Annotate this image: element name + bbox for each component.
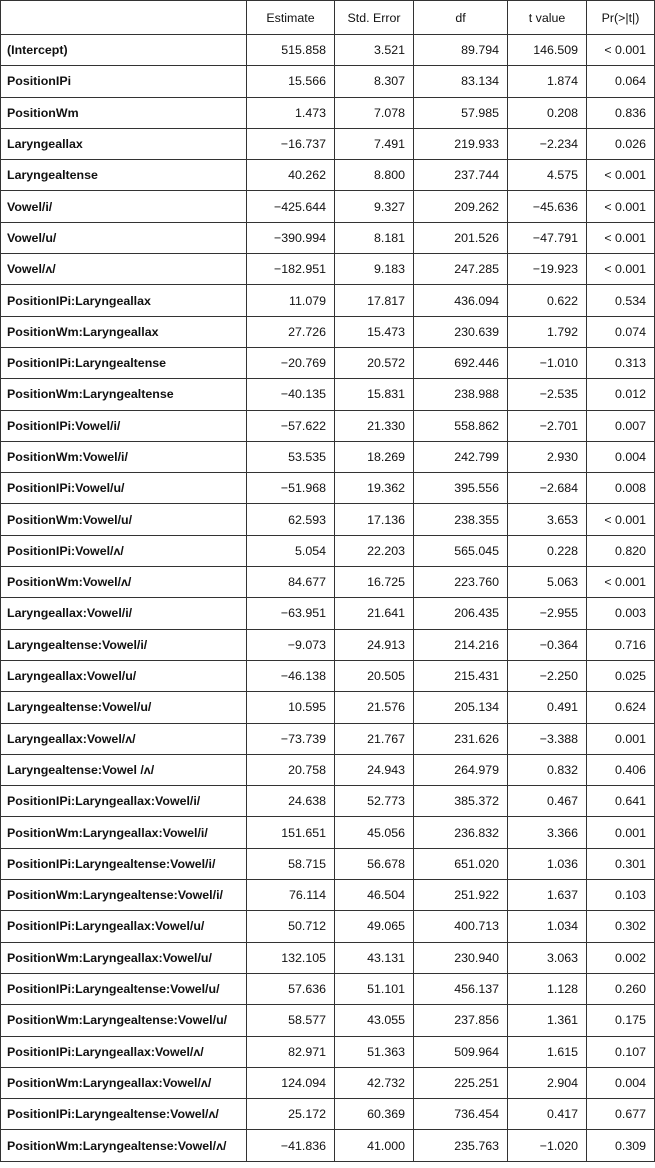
header-df: df bbox=[414, 1, 508, 35]
cell-t-value: −2.684 bbox=[508, 473, 587, 504]
cell-df: 57.985 bbox=[414, 97, 508, 128]
cell-t-value: 3.653 bbox=[508, 504, 587, 535]
cell-p-value: < 0.001 bbox=[587, 567, 655, 598]
cell-df: 209.262 bbox=[414, 191, 508, 222]
cell-std-error: 21.767 bbox=[335, 723, 414, 754]
cell-std-error: 56.678 bbox=[335, 848, 414, 879]
cell-std-error: 15.831 bbox=[335, 379, 414, 410]
cell-estimate: 84.677 bbox=[247, 567, 335, 598]
table-row bbox=[1, 128, 655, 159]
cell-df: 83.134 bbox=[414, 66, 508, 97]
cell-std-error: 7.078 bbox=[335, 97, 414, 128]
cell-t-value: 146.509 bbox=[508, 35, 587, 66]
cell-term: (Intercept) bbox=[1, 35, 247, 66]
cell-std-error: 43.055 bbox=[335, 1005, 414, 1036]
table-row bbox=[1, 1036, 655, 1067]
cell-df: 235.763 bbox=[414, 1130, 508, 1161]
table-row bbox=[1, 97, 655, 128]
cell-df: 237.856 bbox=[414, 1005, 508, 1036]
table-row bbox=[1, 567, 655, 598]
cell-std-error: 21.576 bbox=[335, 692, 414, 723]
cell-p-value: 0.003 bbox=[587, 598, 655, 629]
table-row bbox=[1, 316, 655, 347]
cell-std-error: 51.363 bbox=[335, 1036, 414, 1067]
cell-term: PositionIPi:Laryngealtense:Vowel/u/ bbox=[1, 973, 247, 1004]
cell-std-error: 46.504 bbox=[335, 880, 414, 911]
cell-term: PositionIPi:Laryngeallax:Vowel/i/ bbox=[1, 786, 247, 817]
cell-t-value: 0.467 bbox=[508, 786, 587, 817]
cell-term: Laryngealtense bbox=[1, 160, 247, 191]
cell-p-value: 0.004 bbox=[587, 441, 655, 472]
cell-p-value: 0.624 bbox=[587, 692, 655, 723]
cell-p-value: < 0.001 bbox=[587, 254, 655, 285]
cell-df: 214.216 bbox=[414, 629, 508, 660]
cell-p-value: 0.026 bbox=[587, 128, 655, 159]
cell-t-value: 1.615 bbox=[508, 1036, 587, 1067]
cell-p-value: 0.002 bbox=[587, 942, 655, 973]
cell-estimate: −182.951 bbox=[247, 254, 335, 285]
cell-std-error: 42.732 bbox=[335, 1067, 414, 1098]
cell-term: PositionWm:Laryngealtense bbox=[1, 379, 247, 410]
table-row bbox=[1, 911, 655, 942]
cell-estimate: −46.138 bbox=[247, 660, 335, 691]
cell-std-error: 43.131 bbox=[335, 942, 414, 973]
header-std-error: Std. Error bbox=[335, 1, 414, 35]
cell-std-error: 19.362 bbox=[335, 473, 414, 504]
cell-t-value: 1.637 bbox=[508, 880, 587, 911]
cell-estimate: 58.715 bbox=[247, 848, 335, 879]
cell-df: 242.799 bbox=[414, 441, 508, 472]
cell-df: 385.372 bbox=[414, 786, 508, 817]
header-t-value: t value bbox=[508, 1, 587, 35]
cell-df: 206.435 bbox=[414, 598, 508, 629]
cell-df: 565.045 bbox=[414, 535, 508, 566]
cell-df: 219.933 bbox=[414, 128, 508, 159]
cell-df: 223.760 bbox=[414, 567, 508, 598]
cell-df: 692.446 bbox=[414, 347, 508, 378]
table-row bbox=[1, 1067, 655, 1098]
cell-p-value: 0.004 bbox=[587, 1067, 655, 1098]
cell-std-error: 7.491 bbox=[335, 128, 414, 159]
cell-std-error: 8.800 bbox=[335, 160, 414, 191]
cell-term: PositionIPi:Laryngeallax bbox=[1, 285, 247, 316]
cell-df: 215.431 bbox=[414, 660, 508, 691]
cell-std-error: 16.725 bbox=[335, 567, 414, 598]
cell-p-value: < 0.001 bbox=[587, 160, 655, 191]
cell-p-value: 0.406 bbox=[587, 754, 655, 785]
cell-estimate: 57.636 bbox=[247, 973, 335, 1004]
cell-t-value: −1.010 bbox=[508, 347, 587, 378]
cell-term: PositionWm:Laryngealtense:Vowel/ʌ/ bbox=[1, 1130, 247, 1161]
cell-p-value: 0.103 bbox=[587, 880, 655, 911]
cell-t-value: 2.930 bbox=[508, 441, 587, 472]
cell-estimate: −16.737 bbox=[247, 128, 335, 159]
cell-estimate: −51.968 bbox=[247, 473, 335, 504]
cell-t-value: −3.388 bbox=[508, 723, 587, 754]
cell-term: PositionWm:Vowel/ʌ/ bbox=[1, 567, 247, 598]
cell-p-value: 0.064 bbox=[587, 66, 655, 97]
cell-estimate: 515.858 bbox=[247, 35, 335, 66]
cell-std-error: 60.369 bbox=[335, 1099, 414, 1130]
cell-std-error: 41.000 bbox=[335, 1130, 414, 1161]
table-row bbox=[1, 410, 655, 441]
cell-term: PositionWm:Laryngeallax:Vowel/u/ bbox=[1, 942, 247, 973]
table-row bbox=[1, 1099, 655, 1130]
table-row bbox=[1, 629, 655, 660]
cell-std-error: 15.473 bbox=[335, 316, 414, 347]
header-row bbox=[1, 1, 655, 35]
cell-term: Laryngealtense:Vowel/u/ bbox=[1, 692, 247, 723]
cell-p-value: 0.534 bbox=[587, 285, 655, 316]
cell-std-error: 45.056 bbox=[335, 817, 414, 848]
cell-std-error: 3.521 bbox=[335, 35, 414, 66]
cell-std-error: 9.327 bbox=[335, 191, 414, 222]
cell-p-value: 0.007 bbox=[587, 410, 655, 441]
cell-t-value: −2.955 bbox=[508, 598, 587, 629]
cell-estimate: 24.638 bbox=[247, 786, 335, 817]
cell-p-value: 0.012 bbox=[587, 379, 655, 410]
cell-df: 558.862 bbox=[414, 410, 508, 441]
cell-p-value: < 0.001 bbox=[587, 35, 655, 66]
cell-estimate: −57.622 bbox=[247, 410, 335, 441]
cell-term: PositionIPi:Vowel/i/ bbox=[1, 410, 247, 441]
cell-t-value: 0.417 bbox=[508, 1099, 587, 1130]
cell-term: PositionIPi:Laryngealtense bbox=[1, 347, 247, 378]
cell-df: 509.964 bbox=[414, 1036, 508, 1067]
cell-p-value: 0.008 bbox=[587, 473, 655, 504]
cell-term: Laryngeallax:Vowel/u/ bbox=[1, 660, 247, 691]
cell-term: PositionWm bbox=[1, 97, 247, 128]
cell-p-value: 0.302 bbox=[587, 911, 655, 942]
table-row bbox=[1, 347, 655, 378]
cell-term: Laryngeallax:Vowel/ʌ/ bbox=[1, 723, 247, 754]
cell-t-value: −2.250 bbox=[508, 660, 587, 691]
cell-t-value: 2.904 bbox=[508, 1067, 587, 1098]
cell-estimate: 5.054 bbox=[247, 535, 335, 566]
cell-term: Laryngeallax:Vowel/i/ bbox=[1, 598, 247, 629]
cell-p-value: 0.641 bbox=[587, 786, 655, 817]
cell-p-value: 0.175 bbox=[587, 1005, 655, 1036]
cell-estimate: 1.473 bbox=[247, 97, 335, 128]
cell-df: 205.134 bbox=[414, 692, 508, 723]
cell-p-value: 0.107 bbox=[587, 1036, 655, 1067]
cell-p-value: 0.716 bbox=[587, 629, 655, 660]
cell-t-value: 3.063 bbox=[508, 942, 587, 973]
cell-estimate: 40.262 bbox=[247, 160, 335, 191]
cell-term: PositionWm:Vowel/u/ bbox=[1, 504, 247, 535]
cell-estimate: −41.836 bbox=[247, 1130, 335, 1161]
cell-term: PositionWm:Vowel/i/ bbox=[1, 441, 247, 472]
cell-p-value: 0.313 bbox=[587, 347, 655, 378]
cell-std-error: 49.065 bbox=[335, 911, 414, 942]
table-row bbox=[1, 973, 655, 1004]
cell-t-value: 3.366 bbox=[508, 817, 587, 848]
cell-df: 237.744 bbox=[414, 160, 508, 191]
cell-estimate: −20.769 bbox=[247, 347, 335, 378]
table-row bbox=[1, 441, 655, 472]
cell-df: 264.979 bbox=[414, 754, 508, 785]
cell-term: Vowel/ʌ/ bbox=[1, 254, 247, 285]
table-row bbox=[1, 504, 655, 535]
table-row bbox=[1, 254, 655, 285]
table-row bbox=[1, 285, 655, 316]
cell-df: 230.639 bbox=[414, 316, 508, 347]
table-row bbox=[1, 786, 655, 817]
cell-t-value: −1.020 bbox=[508, 1130, 587, 1161]
table-row bbox=[1, 942, 655, 973]
cell-t-value: −19.923 bbox=[508, 254, 587, 285]
cell-p-value: 0.836 bbox=[587, 97, 655, 128]
cell-t-value: −2.234 bbox=[508, 128, 587, 159]
cell-df: 238.355 bbox=[414, 504, 508, 535]
cell-t-value: 1.361 bbox=[508, 1005, 587, 1036]
cell-df: 89.794 bbox=[414, 35, 508, 66]
cell-std-error: 24.943 bbox=[335, 754, 414, 785]
table-row bbox=[1, 535, 655, 566]
cell-std-error: 22.203 bbox=[335, 535, 414, 566]
cell-std-error: 24.913 bbox=[335, 629, 414, 660]
cell-p-value: 0.309 bbox=[587, 1130, 655, 1161]
cell-estimate: 20.758 bbox=[247, 754, 335, 785]
cell-t-value: −2.701 bbox=[508, 410, 587, 441]
table-row bbox=[1, 723, 655, 754]
cell-p-value: < 0.001 bbox=[587, 191, 655, 222]
cell-estimate: 82.971 bbox=[247, 1036, 335, 1067]
cell-p-value: 0.301 bbox=[587, 848, 655, 879]
cell-df: 231.626 bbox=[414, 723, 508, 754]
cell-std-error: 8.181 bbox=[335, 222, 414, 253]
cell-t-value: 1.128 bbox=[508, 973, 587, 1004]
cell-std-error: 52.773 bbox=[335, 786, 414, 817]
cell-std-error: 17.817 bbox=[335, 285, 414, 316]
cell-term: PositionIPi:Laryngeallax:Vowel/u/ bbox=[1, 911, 247, 942]
cell-std-error: 51.101 bbox=[335, 973, 414, 1004]
cell-p-value: 0.074 bbox=[587, 316, 655, 347]
cell-p-value: 0.001 bbox=[587, 817, 655, 848]
cell-estimate: 62.593 bbox=[247, 504, 335, 535]
cell-p-value: 0.677 bbox=[587, 1099, 655, 1130]
cell-std-error: 8.307 bbox=[335, 66, 414, 97]
cell-estimate: −63.951 bbox=[247, 598, 335, 629]
cell-std-error: 20.505 bbox=[335, 660, 414, 691]
table-row bbox=[1, 660, 655, 691]
table-row bbox=[1, 880, 655, 911]
cell-estimate: 25.172 bbox=[247, 1099, 335, 1130]
cell-estimate: 124.094 bbox=[247, 1067, 335, 1098]
cell-df: 251.922 bbox=[414, 880, 508, 911]
cell-t-value: −47.791 bbox=[508, 222, 587, 253]
cell-estimate: −425.644 bbox=[247, 191, 335, 222]
cell-t-value: 0.208 bbox=[508, 97, 587, 128]
cell-t-value: 0.832 bbox=[508, 754, 587, 785]
cell-estimate: 27.726 bbox=[247, 316, 335, 347]
cell-df: 436.094 bbox=[414, 285, 508, 316]
cell-p-value: < 0.001 bbox=[587, 504, 655, 535]
cell-term: Vowel/i/ bbox=[1, 191, 247, 222]
table-row bbox=[1, 692, 655, 723]
table-row bbox=[1, 848, 655, 879]
cell-df: 736.454 bbox=[414, 1099, 508, 1130]
cell-p-value: < 0.001 bbox=[587, 222, 655, 253]
header-term bbox=[1, 1, 247, 35]
cell-std-error: 20.572 bbox=[335, 347, 414, 378]
cell-estimate: 50.712 bbox=[247, 911, 335, 942]
table-row bbox=[1, 222, 655, 253]
table-row bbox=[1, 754, 655, 785]
table-row bbox=[1, 35, 655, 66]
cell-p-value: 0.260 bbox=[587, 973, 655, 1004]
cell-estimate: 10.595 bbox=[247, 692, 335, 723]
cell-std-error: 21.641 bbox=[335, 598, 414, 629]
cell-df: 456.137 bbox=[414, 973, 508, 1004]
table-row bbox=[1, 1130, 655, 1161]
cell-estimate: 151.651 bbox=[247, 817, 335, 848]
cell-df: 395.556 bbox=[414, 473, 508, 504]
cell-t-value: 1.792 bbox=[508, 316, 587, 347]
cell-term: PositionIPi:Laryngealtense:Vowel/i/ bbox=[1, 848, 247, 879]
cell-estimate: −9.073 bbox=[247, 629, 335, 660]
cell-term: Laryngealtense:Vowel/i/ bbox=[1, 629, 247, 660]
cell-t-value: 0.622 bbox=[508, 285, 587, 316]
table-row bbox=[1, 160, 655, 191]
cell-term: PositionIPi:Vowel/ʌ/ bbox=[1, 535, 247, 566]
header-p-value: Pr(>|t|) bbox=[587, 1, 655, 35]
cell-t-value: 1.874 bbox=[508, 66, 587, 97]
cell-p-value: 0.820 bbox=[587, 535, 655, 566]
cell-df: 400.713 bbox=[414, 911, 508, 942]
cell-estimate: −73.739 bbox=[247, 723, 335, 754]
cell-estimate: −40.135 bbox=[247, 379, 335, 410]
cell-t-value: −45.636 bbox=[508, 191, 587, 222]
cell-std-error: 18.269 bbox=[335, 441, 414, 472]
table-row bbox=[1, 191, 655, 222]
cell-term: PositionWm:Laryngeallax:Vowel/ʌ/ bbox=[1, 1067, 247, 1098]
cell-df: 201.526 bbox=[414, 222, 508, 253]
cell-df: 225.251 bbox=[414, 1067, 508, 1098]
cell-term: PositionIPi bbox=[1, 66, 247, 97]
table-body bbox=[1, 35, 655, 1162]
table-row bbox=[1, 817, 655, 848]
cell-df: 238.988 bbox=[414, 379, 508, 410]
cell-term: Laryngeallax bbox=[1, 128, 247, 159]
cell-df: 651.020 bbox=[414, 848, 508, 879]
cell-term: PositionWm:Laryngealtense:Vowel/u/ bbox=[1, 1005, 247, 1036]
cell-t-value: 0.491 bbox=[508, 692, 587, 723]
cell-p-value: 0.025 bbox=[587, 660, 655, 691]
cell-estimate: 11.079 bbox=[247, 285, 335, 316]
cell-df: 247.285 bbox=[414, 254, 508, 285]
cell-t-value: 0.228 bbox=[508, 535, 587, 566]
cell-term: PositionIPi:Vowel/u/ bbox=[1, 473, 247, 504]
cell-estimate: 58.577 bbox=[247, 1005, 335, 1036]
table-row bbox=[1, 66, 655, 97]
cell-term: PositionWm:Laryngealtense:Vowel/i/ bbox=[1, 880, 247, 911]
cell-term: PositionWm:Laryngeallax bbox=[1, 316, 247, 347]
cell-df: 230.940 bbox=[414, 942, 508, 973]
cell-t-value: 1.034 bbox=[508, 911, 587, 942]
table-row bbox=[1, 379, 655, 410]
cell-t-value: 1.036 bbox=[508, 848, 587, 879]
cell-df: 236.832 bbox=[414, 817, 508, 848]
cell-std-error: 17.136 bbox=[335, 504, 414, 535]
table-row bbox=[1, 598, 655, 629]
cell-estimate: 132.105 bbox=[247, 942, 335, 973]
table-row bbox=[1, 1005, 655, 1036]
cell-t-value: −2.535 bbox=[508, 379, 587, 410]
cell-estimate: 15.566 bbox=[247, 66, 335, 97]
cell-t-value: −0.364 bbox=[508, 629, 587, 660]
cell-std-error: 21.330 bbox=[335, 410, 414, 441]
table-row bbox=[1, 473, 655, 504]
cell-term: PositionWm:Laryngeallax:Vowel/i/ bbox=[1, 817, 247, 848]
cell-estimate: 53.535 bbox=[247, 441, 335, 472]
cell-term: Laryngealtense:Vowel /ʌ/ bbox=[1, 754, 247, 785]
cell-term: PositionIPi:Laryngeallax:Vowel/ʌ/ bbox=[1, 1036, 247, 1067]
cell-estimate: −390.994 bbox=[247, 222, 335, 253]
cell-t-value: 4.575 bbox=[508, 160, 587, 191]
cell-estimate: 76.114 bbox=[247, 880, 335, 911]
cell-term: PositionIPi:Laryngealtense:Vowel/ʌ/ bbox=[1, 1099, 247, 1130]
cell-p-value: 0.001 bbox=[587, 723, 655, 754]
cell-term: Vowel/u/ bbox=[1, 222, 247, 253]
cell-t-value: 5.063 bbox=[508, 567, 587, 598]
header-estimate: Estimate bbox=[247, 1, 335, 35]
cell-std-error: 9.183 bbox=[335, 254, 414, 285]
